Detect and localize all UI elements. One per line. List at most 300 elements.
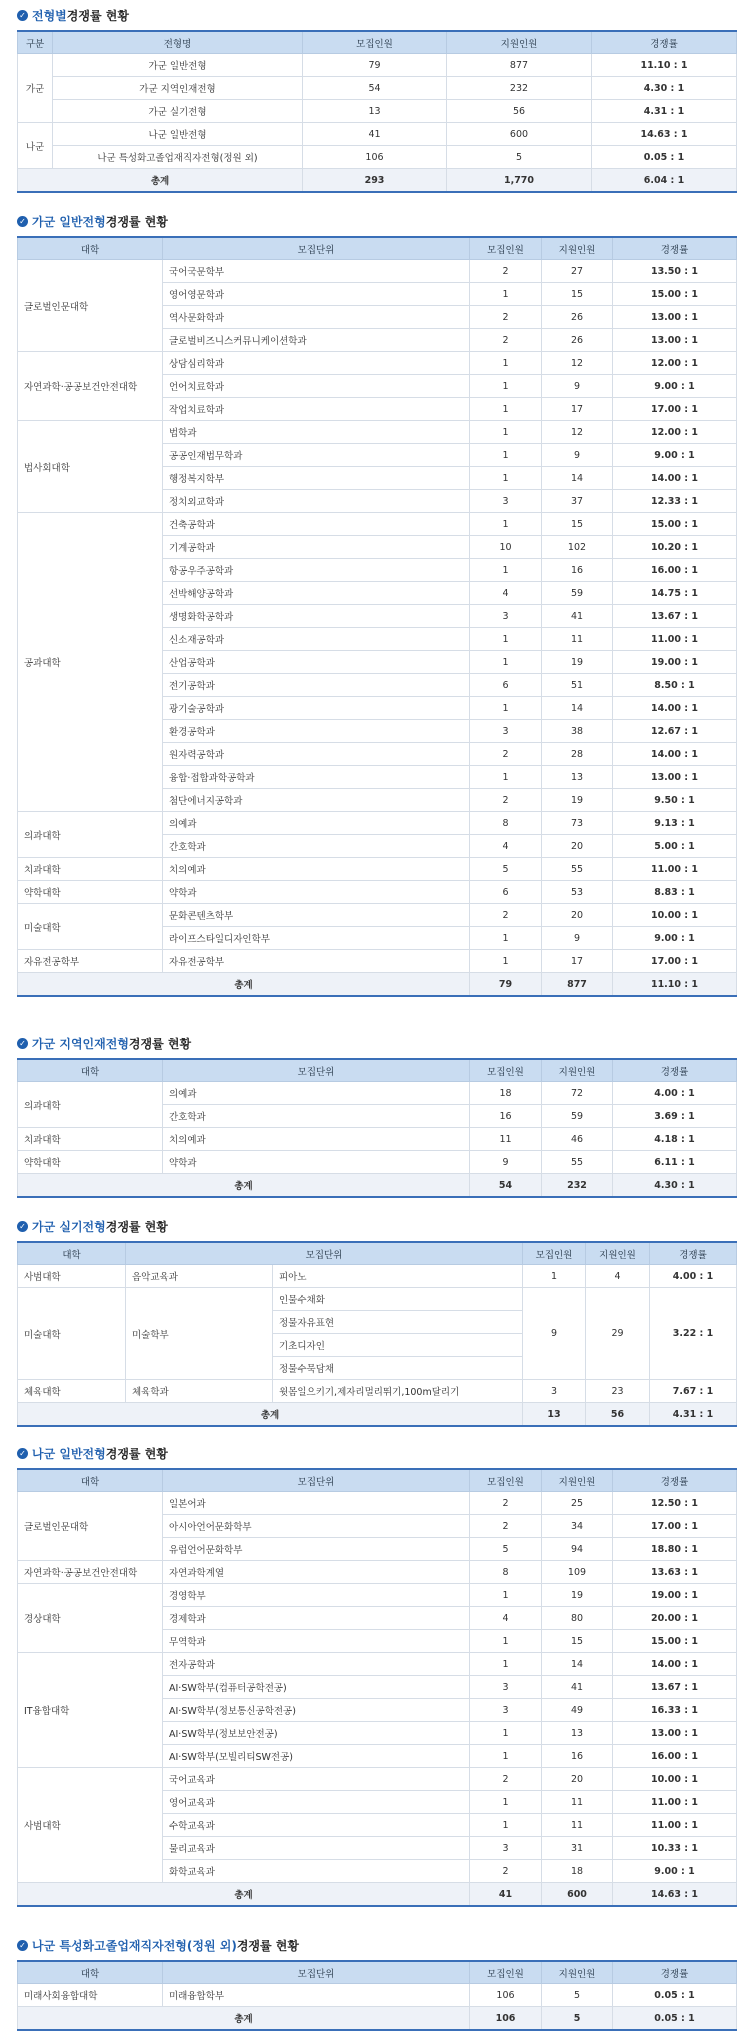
applicants-cell: 16	[542, 1745, 613, 1768]
rate-cell: 11.00 : 1	[613, 1791, 737, 1814]
dept-cell: 미술학부	[126, 1288, 273, 1380]
unit-cell: 첨단에너지공학과	[163, 789, 470, 812]
table-row	[18, 1653, 737, 1676]
dept-cell: 체육학과	[126, 1380, 273, 1403]
rate-cell: 17.00 : 1	[613, 398, 737, 421]
rate-cell: 8.83 : 1	[613, 881, 737, 904]
section-title-na-vocational: ✓ 나군 특성화고졸업재직자전형(정원 외) 경쟁률 현황	[17, 1937, 299, 1954]
quota-cell: 2	[470, 1768, 542, 1791]
quota-cell: 106	[303, 146, 447, 169]
total-quota: 54	[470, 1174, 542, 1198]
applicants-cell: 56	[447, 100, 592, 123]
applicants-cell: 59	[542, 582, 613, 605]
applicants-cell: 11	[542, 628, 613, 651]
column-header: 모집단위	[163, 1469, 470, 1492]
quota-cell: 6	[470, 881, 542, 904]
type-name-cell: 나군 일반전형	[53, 123, 303, 146]
quota-cell: 2	[470, 306, 542, 329]
quota-cell: 1	[470, 375, 542, 398]
quota-cell: 79	[303, 54, 447, 77]
table-header-row	[18, 31, 737, 54]
unit-cell: 약학과	[163, 881, 470, 904]
table-row	[18, 858, 737, 881]
unit-cell: 물리교육과	[163, 1837, 470, 1860]
total-label: 총계	[18, 1403, 523, 1427]
quota-cell: 1	[470, 1791, 542, 1814]
rate-cell: 19.00 : 1	[613, 651, 737, 674]
college-cell: 치과대학	[18, 1128, 163, 1151]
unit-cell: 영어영문학과	[163, 283, 470, 306]
section-title-by-type: ✓ 전형별 경쟁률 현황	[17, 7, 129, 24]
quota-cell: 13	[303, 100, 447, 123]
rate-cell: 9.00 : 1	[613, 444, 737, 467]
applicants-cell: 27	[542, 260, 613, 283]
applicants-cell: 9	[542, 927, 613, 950]
quota-cell: 54	[303, 77, 447, 100]
rate-cell: 12.67 : 1	[613, 720, 737, 743]
unit-cell: 정물자유표현	[273, 1311, 523, 1334]
total-label: 총계	[18, 2007, 470, 2031]
quota-cell: 3	[470, 1676, 542, 1699]
group-cell: 나군	[18, 123, 53, 169]
quota-cell: 5	[470, 858, 542, 881]
rate-cell: 13.00 : 1	[613, 306, 737, 329]
applicants-cell: 94	[542, 1538, 613, 1561]
unit-cell: 치의예과	[163, 1128, 470, 1151]
rate-cell: 10.33 : 1	[613, 1837, 737, 1860]
check-circle-icon: ✓	[17, 1448, 28, 1459]
applicants-cell: 31	[542, 1837, 613, 1860]
column-header: 지원인원	[586, 1242, 650, 1265]
quota-cell: 1	[470, 1630, 542, 1653]
applicants-cell: 41	[542, 1676, 613, 1699]
table-row	[18, 1128, 737, 1151]
column-header: 대학	[18, 1961, 163, 1984]
quota-cell: 4	[470, 1607, 542, 1630]
unit-cell: 영어교육과	[163, 1791, 470, 1814]
check-circle-icon: ✓	[17, 1221, 28, 1232]
rate-cell: 9.00 : 1	[613, 927, 737, 950]
check-circle-icon: ✓	[17, 216, 28, 227]
applicants-cell: 14	[542, 467, 613, 490]
applicants-cell: 109	[542, 1561, 613, 1584]
total-applicants: 232	[542, 1174, 613, 1198]
rate-cell: 12.33 : 1	[613, 490, 737, 513]
quota-cell: 1	[470, 444, 542, 467]
unit-cell: 공공인재법무학과	[163, 444, 470, 467]
table-ga-general	[17, 236, 737, 997]
quota-cell: 3	[470, 720, 542, 743]
applicants-cell: 17	[542, 950, 613, 973]
quota-cell: 18	[470, 1082, 542, 1105]
college-cell: 약학대학	[18, 1151, 163, 1174]
quota-cell: 3	[470, 1699, 542, 1722]
total-quota: 79	[470, 973, 542, 997]
unit-cell: 항공우주공학과	[163, 559, 470, 582]
type-name-cell: 가군 실기전형	[53, 100, 303, 123]
unit-cell: 행정복지학부	[163, 467, 470, 490]
column-header: 모집인원	[470, 237, 542, 260]
unit-cell: 의예과	[163, 812, 470, 835]
dept-cell: 음악교육과	[126, 1265, 273, 1288]
rate-cell: 14.00 : 1	[613, 467, 737, 490]
applicants-cell: 14	[542, 1653, 613, 1676]
table-header-row	[18, 237, 737, 260]
unit-cell: 화학교육과	[163, 1860, 470, 1883]
unit-cell: 광기술공학과	[163, 697, 470, 720]
total-rate: 6.04 : 1	[592, 169, 737, 193]
college-cell: 미술대학	[18, 904, 163, 950]
rate-cell: 15.00 : 1	[613, 283, 737, 306]
applicants-cell: 72	[542, 1082, 613, 1105]
table-row	[18, 1151, 737, 1174]
quota-cell: 1	[470, 398, 542, 421]
total-label: 총계	[18, 973, 470, 997]
rate-cell: 10.00 : 1	[613, 1768, 737, 1791]
total-rate: 0.05 : 1	[613, 2007, 737, 2031]
quota-cell: 1	[470, 1584, 542, 1607]
rate-cell: 11.00 : 1	[613, 1814, 737, 1837]
total-row	[18, 1174, 737, 1198]
rate-cell: 12.00 : 1	[613, 421, 737, 444]
applicants-cell: 18	[542, 1860, 613, 1883]
applicants-cell: 73	[542, 812, 613, 835]
rate-cell: 11.00 : 1	[613, 628, 737, 651]
applicants-cell: 13	[542, 1722, 613, 1745]
unit-cell: 자유전공학부	[163, 950, 470, 973]
rate-cell: 11.00 : 1	[613, 858, 737, 881]
rate-cell: 13.00 : 1	[613, 1722, 737, 1745]
total-quota: 41	[470, 1883, 542, 1907]
college-cell: 사범대학	[18, 1768, 163, 1883]
column-header: 지원인원	[542, 1469, 613, 1492]
quota-cell: 11	[470, 1128, 542, 1151]
applicants-cell: 59	[542, 1105, 613, 1128]
quota-cell: 2	[470, 1515, 542, 1538]
table-row	[18, 1561, 737, 1584]
column-header: 전형명	[53, 31, 303, 54]
quota-cell: 106	[470, 1984, 542, 2007]
college-cell: 미술대학	[18, 1288, 126, 1380]
applicants-cell: 877	[447, 54, 592, 77]
applicants-cell: 80	[542, 1607, 613, 1630]
column-header: 모집단위	[163, 237, 470, 260]
applicants-cell: 46	[542, 1128, 613, 1151]
total-row	[18, 169, 737, 193]
quota-cell: 1	[470, 283, 542, 306]
table-by-type	[17, 30, 737, 193]
table-row	[18, 1265, 737, 1288]
column-header: 모집인원	[303, 31, 447, 54]
unit-cell: 법학과	[163, 421, 470, 444]
total-row	[18, 1883, 737, 1907]
applicants-cell: 26	[542, 306, 613, 329]
rate-cell: 10.00 : 1	[613, 904, 737, 927]
rate-cell: 4.30 : 1	[592, 77, 737, 100]
quota-cell: 1	[470, 1745, 542, 1768]
column-header: 모집인원	[523, 1242, 586, 1265]
rate-cell: 6.11 : 1	[613, 1151, 737, 1174]
rate-cell: 4.31 : 1	[592, 100, 737, 123]
applicants-cell: 29	[586, 1288, 650, 1380]
unit-cell: 경제학과	[163, 1607, 470, 1630]
section-title-ga-regional: ✓ 가군 지역인재전형 경쟁률 현황	[17, 1035, 191, 1052]
rate-cell: 9.00 : 1	[613, 1860, 737, 1883]
quota-cell: 4	[470, 835, 542, 858]
college-cell: 경상대학	[18, 1584, 163, 1653]
college-cell: 자유전공학부	[18, 950, 163, 973]
applicants-cell: 17	[542, 398, 613, 421]
table-row	[18, 352, 737, 375]
table-header-row	[18, 1961, 737, 1984]
check-circle-icon: ✓	[17, 1038, 28, 1049]
column-header: 지원인원	[542, 1059, 613, 1082]
table-row	[18, 1492, 737, 1515]
unit-cell: 언어치료학과	[163, 375, 470, 398]
college-cell: 체육대학	[18, 1380, 126, 1403]
rate-cell: 15.00 : 1	[613, 513, 737, 536]
college-cell: 의과대학	[18, 1082, 163, 1128]
column-header: 대학	[18, 1242, 126, 1265]
table-row	[18, 77, 737, 100]
unit-cell: AI·SW학부(정보보안전공)	[163, 1722, 470, 1745]
applicants-cell: 15	[542, 1630, 613, 1653]
applicants-cell: 20	[542, 904, 613, 927]
total-row	[18, 973, 737, 997]
rate-cell: 0.05 : 1	[592, 146, 737, 169]
quota-cell: 1	[470, 1814, 542, 1837]
table-row	[18, 100, 737, 123]
unit-cell: 융합·접합과학공학과	[163, 766, 470, 789]
table-row	[18, 260, 737, 283]
unit-cell: 라이프스타일디자인학부	[163, 927, 470, 950]
rate-cell: 13.00 : 1	[613, 766, 737, 789]
rate-cell: 16.00 : 1	[613, 559, 737, 582]
total-row	[18, 2007, 737, 2031]
applicants-cell: 19	[542, 789, 613, 812]
rate-cell: 9.50 : 1	[613, 789, 737, 812]
unit-cell: 원자력공학과	[163, 743, 470, 766]
total-quota: 106	[470, 2007, 542, 2031]
quota-cell: 1	[470, 628, 542, 651]
rate-cell: 7.67 : 1	[650, 1380, 737, 1403]
unit-cell: 전자공학과	[163, 1653, 470, 1676]
total-quota: 293	[303, 169, 447, 193]
quota-cell: 1	[470, 697, 542, 720]
total-applicants: 600	[542, 1883, 613, 1907]
rate-cell: 13.00 : 1	[613, 329, 737, 352]
quota-cell: 1	[470, 1653, 542, 1676]
table-ga-regional	[17, 1058, 737, 1198]
college-cell: 의과대학	[18, 812, 163, 858]
quota-cell: 1	[470, 513, 542, 536]
check-circle-icon: ✓	[17, 10, 28, 21]
college-cell: 글로벌인문대학	[18, 1492, 163, 1561]
quota-cell: 1	[470, 1722, 542, 1745]
column-header: 경쟁률	[613, 1059, 737, 1082]
applicants-cell: 600	[447, 123, 592, 146]
quota-cell: 2	[470, 743, 542, 766]
unit-cell: 기초디자인	[273, 1334, 523, 1357]
applicants-cell: 19	[542, 1584, 613, 1607]
quota-cell: 8	[470, 1561, 542, 1584]
table-row	[18, 1584, 737, 1607]
rate-cell: 4.18 : 1	[613, 1128, 737, 1151]
unit-cell: 간호학과	[163, 1105, 470, 1128]
column-header: 구분	[18, 31, 53, 54]
quota-cell: 3	[523, 1380, 586, 1403]
unit-cell: 간호학과	[163, 835, 470, 858]
quota-cell: 9	[470, 1151, 542, 1174]
quota-cell: 41	[303, 123, 447, 146]
table-row	[18, 513, 737, 536]
unit-cell: 경영학부	[163, 1584, 470, 1607]
applicants-cell: 49	[542, 1699, 613, 1722]
group-cell: 가군	[18, 54, 53, 123]
column-header: 경쟁률	[613, 1469, 737, 1492]
column-header: 지원인원	[542, 237, 613, 260]
table-ga-practical	[17, 1241, 737, 1427]
college-cell: 글로벌인문대학	[18, 260, 163, 352]
section-title-ga-practical: ✓ 가군 실기전형 경쟁률 현황	[17, 1218, 168, 1235]
quota-cell: 1	[470, 651, 542, 674]
column-header: 모집단위	[163, 1961, 470, 1984]
unit-cell: 상담심리학과	[163, 352, 470, 375]
table-header-row	[18, 1469, 737, 1492]
applicants-cell: 25	[542, 1492, 613, 1515]
quota-cell: 1	[523, 1265, 586, 1288]
applicants-cell: 41	[542, 605, 613, 628]
college-cell: 사범대학	[18, 1265, 126, 1288]
unit-cell: 신소재공학과	[163, 628, 470, 651]
table-row	[18, 812, 737, 835]
applicants-cell: 5	[447, 146, 592, 169]
table-row	[18, 950, 737, 973]
section-title-ga-general: ✓ 가군 일반전형 경쟁률 현황	[17, 213, 168, 230]
table-header-row	[18, 1059, 737, 1082]
unit-cell: 인물수채화	[273, 1288, 523, 1311]
applicants-cell: 55	[542, 1151, 613, 1174]
column-header: 경쟁률	[613, 1961, 737, 1984]
column-header: 경쟁률	[592, 31, 737, 54]
rate-cell: 14.00 : 1	[613, 697, 737, 720]
quota-cell: 1	[470, 421, 542, 444]
unit-cell: 전기공학과	[163, 674, 470, 697]
check-circle-icon: ✓	[17, 1940, 28, 1951]
table-row	[18, 1768, 737, 1791]
applicants-cell: 12	[542, 421, 613, 444]
rate-cell: 4.00 : 1	[650, 1265, 737, 1288]
unit-cell: 환경공학과	[163, 720, 470, 743]
column-header: 대학	[18, 1469, 163, 1492]
unit-cell: 기계공학과	[163, 536, 470, 559]
unit-cell: 피아노	[273, 1265, 523, 1288]
applicants-cell: 11	[542, 1791, 613, 1814]
applicants-cell: 12	[542, 352, 613, 375]
applicants-cell: 15	[542, 283, 613, 306]
quota-cell: 2	[470, 904, 542, 927]
unit-cell: AI·SW학부(정보통신공학전공)	[163, 1699, 470, 1722]
applicants-cell: 11	[542, 1814, 613, 1837]
applicants-cell: 16	[542, 559, 613, 582]
total-label: 총계	[18, 1883, 470, 1907]
college-cell: 법사회대학	[18, 421, 163, 513]
rate-cell: 5.00 : 1	[613, 835, 737, 858]
unit-cell: 약학과	[163, 1151, 470, 1174]
unit-cell: 문화콘텐츠학부	[163, 904, 470, 927]
applicants-cell: 38	[542, 720, 613, 743]
quota-cell: 1	[470, 766, 542, 789]
table-row	[18, 123, 737, 146]
table-row	[18, 881, 737, 904]
unit-cell: 선박해양공학과	[163, 582, 470, 605]
rate-cell: 19.00 : 1	[613, 1584, 737, 1607]
rate-cell: 14.75 : 1	[613, 582, 737, 605]
rate-cell: 9.00 : 1	[613, 375, 737, 398]
rate-cell: 16.00 : 1	[613, 1745, 737, 1768]
applicants-cell: 232	[447, 77, 592, 100]
type-name-cell: 가군 지역인재전형	[53, 77, 303, 100]
rate-cell: 17.00 : 1	[613, 950, 737, 973]
column-header: 모집단위	[126, 1242, 523, 1265]
total-row	[18, 1403, 737, 1427]
unit-cell: 글로벌비즈니스커뮤니케이션학과	[163, 329, 470, 352]
college-cell: 치과대학	[18, 858, 163, 881]
table-row	[18, 54, 737, 77]
applicants-cell: 20	[542, 835, 613, 858]
quota-cell: 3	[470, 490, 542, 513]
applicants-cell: 51	[542, 674, 613, 697]
table-row	[18, 146, 737, 169]
unit-cell: 윗몸일으키기,제자리멀리뛰기,100m달리기	[273, 1380, 523, 1403]
unit-cell: 건축공학과	[163, 513, 470, 536]
quota-cell: 3	[470, 605, 542, 628]
rate-cell: 15.00 : 1	[613, 1630, 737, 1653]
rate-cell: 13.63 : 1	[613, 1561, 737, 1584]
column-header: 경쟁률	[650, 1242, 737, 1265]
unit-cell: 유럽언어문화학부	[163, 1538, 470, 1561]
unit-cell: 정치외교학과	[163, 490, 470, 513]
applicants-cell: 55	[542, 858, 613, 881]
rate-cell: 13.67 : 1	[613, 1676, 737, 1699]
quota-cell: 4	[470, 582, 542, 605]
applicants-cell: 26	[542, 329, 613, 352]
college-cell: 자연과학·공공보건안전대학	[18, 352, 163, 421]
rate-cell: 13.67 : 1	[613, 605, 737, 628]
college-cell: 미래사회융합대학	[18, 1984, 163, 2007]
unit-cell: 국어교육과	[163, 1768, 470, 1791]
applicants-cell: 19	[542, 651, 613, 674]
column-header: 모집단위	[163, 1059, 470, 1082]
applicants-cell: 9	[542, 444, 613, 467]
applicants-cell: 4	[586, 1265, 650, 1288]
unit-cell: AI·SW학부(모빌리티SW전공)	[163, 1745, 470, 1768]
quota-cell: 16	[470, 1105, 542, 1128]
column-header: 경쟁률	[613, 237, 737, 260]
total-label: 총계	[18, 169, 303, 193]
column-header: 대학	[18, 1059, 163, 1082]
rate-cell: 14.00 : 1	[613, 743, 737, 766]
applicants-cell: 14	[542, 697, 613, 720]
quota-cell: 1	[470, 927, 542, 950]
quota-cell: 3	[470, 1837, 542, 1860]
rate-cell: 12.50 : 1	[613, 1492, 737, 1515]
quota-cell: 1	[470, 467, 542, 490]
college-cell: IT융합대학	[18, 1653, 163, 1768]
quota-cell: 2	[470, 1860, 542, 1883]
unit-cell: 역사문화학과	[163, 306, 470, 329]
unit-cell: 국어국문학부	[163, 260, 470, 283]
